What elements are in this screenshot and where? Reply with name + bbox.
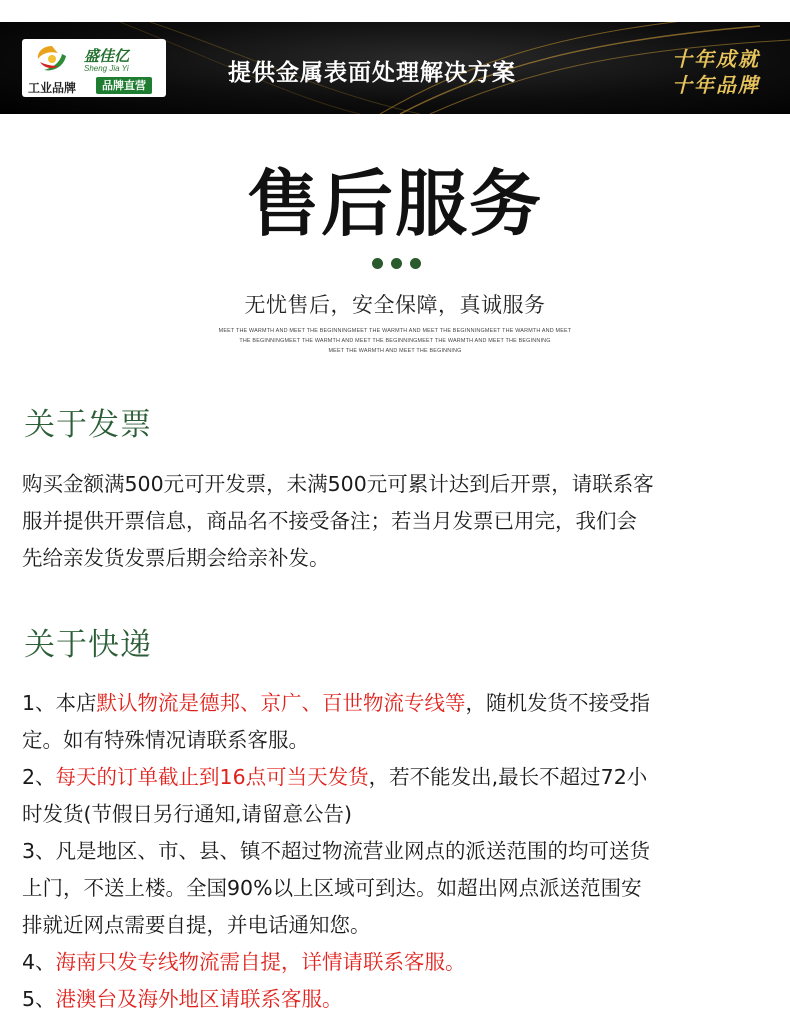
- delivery-item-2-suffix: ，若不能发出,最长不超过72小: [368, 765, 648, 789]
- logo-industrial-brand: 工业品牌: [28, 81, 77, 95]
- brand-logo: [22, 39, 166, 97]
- logo-chinese-name: 盛佳亿: [84, 47, 130, 65]
- delivery-text: [22, 685, 770, 1018]
- delivery-item-5-highlight: 港澳台及海外地区请联系客服。: [55, 987, 343, 1011]
- delivery-item-3-continued: 排就近网点需要自提，并电话通知您。: [22, 913, 371, 937]
- delivery-item-5: [22, 981, 770, 1018]
- delivery-item-1-continued: 定。如有特殊情况请联系客服。: [22, 728, 309, 752]
- delivery-item-5-prefix: 5、: [22, 987, 56, 1011]
- invoice-heading: 关于发票: [24, 407, 152, 443]
- fine-print-block: [0, 326, 790, 356]
- delivery-item-1-highlight: 默认物流是德邦、京广、百世物流专线等: [96, 691, 466, 715]
- delivery-item-2-highlight: 每天的订单截止到16点可当天发货: [55, 765, 369, 789]
- slogan-line-2: 十年品牌: [672, 73, 760, 97]
- logo-direct-sale-badge: 品牌直营: [96, 77, 152, 94]
- decorative-dots: [372, 258, 422, 270]
- dot-icon: [410, 258, 421, 269]
- delivery-item-4: [22, 944, 770, 981]
- delivery-item-2-prefix: 2、: [22, 765, 56, 789]
- dot-icon: [372, 258, 383, 269]
- delivery-heading: 关于快递: [24, 627, 152, 663]
- logo-english-name: Sheng Jia Yi: [84, 64, 129, 73]
- brand-logo-icon: [34, 44, 70, 74]
- delivery-item-2: [22, 759, 770, 796]
- top-banner: [0, 22, 790, 114]
- delivery-item-3-continued: 上门，不送上楼。全国90%以上区域可到达。如超出网点派送范围安: [22, 876, 642, 900]
- delivery-item-1: [22, 685, 770, 722]
- dot-icon: [391, 258, 402, 269]
- delivery-item-2-continued: 时发货(节假日另行通知,请留意公告): [22, 802, 353, 826]
- fine-print-line: THE BEGINNINGMEET THE WARMTH AND MEET THE BEGINNINGMEET THE WARMTH AND MEET THE BEGINNING: [239, 338, 551, 344]
- invoice-line: 先给亲发货发票后期会给亲补发。: [22, 546, 330, 570]
- delivery-item-1-prefix: 1、本店: [22, 691, 97, 715]
- fine-print-line: MEET THE WARMTH AND MEET THE BEGINNING: [328, 348, 462, 354]
- invoice-text: [22, 466, 770, 577]
- delivery-item-3: 3、凡是地区、市、县、镇不超过物流营业网点的派送范围的均可送货: [22, 839, 651, 863]
- banner-title: 提供金属表面处理解决方案: [228, 60, 516, 86]
- page-subtitle: 无忧售后，安全保障，真诚服务: [244, 293, 546, 317]
- delivery-item-1-suffix: ，随机发货不接受指: [465, 691, 651, 715]
- page-title: 售后服务: [246, 162, 543, 246]
- slogan-line-1: 十年成就: [672, 47, 760, 71]
- invoice-line: 购买金额满500元可开发票，未满500元可累计达到后开票，请联系客: [22, 472, 654, 496]
- delivery-item-4-prefix: 4、: [22, 950, 56, 974]
- invoice-line: 服并提供开票信息，商品名不接受备注；若当月发票已用完，我们会: [22, 509, 637, 533]
- delivery-item-4-highlight: 海南只发专线物流需自提，详情请联系客服。: [55, 950, 466, 974]
- fine-print-line: MEET THE WARMTH AND MEET THE BEGINNINGMEET THE WARMTH AND MEET THE BEGINNINGMEET THE WARMTH AND MEET: [218, 328, 572, 334]
